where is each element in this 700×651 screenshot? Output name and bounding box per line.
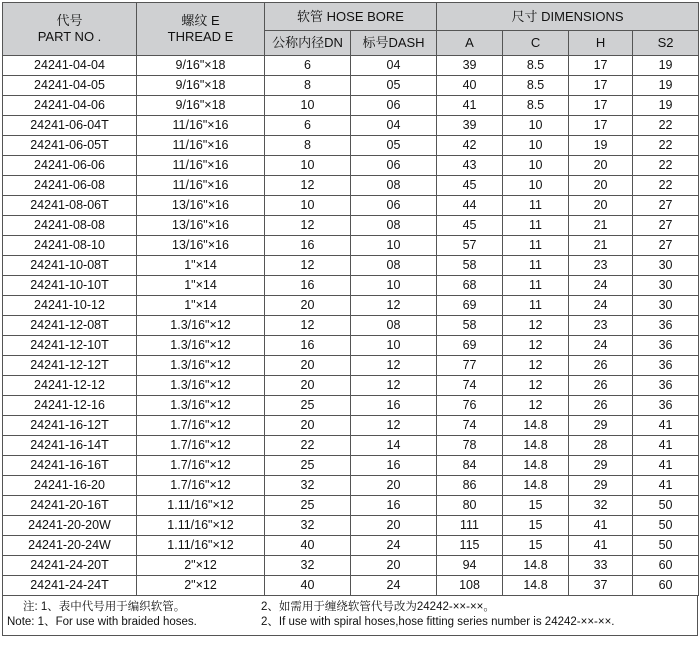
part-no-cell: 24241-06-08 <box>3 176 137 196</box>
thread-cell: 1"×14 <box>137 296 265 316</box>
table-row <box>3 336 699 356</box>
h-cell: 17 <box>569 56 633 76</box>
c-cell: 10 <box>503 116 569 136</box>
header-h: H <box>569 30 633 55</box>
a-cell: 68 <box>437 276 503 296</box>
dash-cell: 10 <box>351 276 437 296</box>
a-cell: 94 <box>437 556 503 576</box>
s2-cell: 36 <box>633 316 699 336</box>
s2-cell: 30 <box>633 296 699 316</box>
a-cell: 80 <box>437 496 503 516</box>
table-row <box>3 296 699 316</box>
h-cell: 33 <box>569 556 633 576</box>
c-cell: 11 <box>503 276 569 296</box>
part-no-cell: 24241-08-06T <box>3 196 137 216</box>
thread-cell: 1.3/16"×12 <box>137 316 265 336</box>
a-cell: 45 <box>437 216 503 236</box>
dn-cell: 16 <box>265 276 351 296</box>
thread-cell: 13/16"×16 <box>137 236 265 256</box>
a-cell: 111 <box>437 516 503 536</box>
dash-cell: 16 <box>351 496 437 516</box>
header-part-no <box>3 3 137 56</box>
table-row <box>3 116 699 136</box>
s2-cell: 30 <box>633 276 699 296</box>
part-no-cell: 24241-10-12 <box>3 296 137 316</box>
c-cell: 11 <box>503 296 569 316</box>
c-cell: 10 <box>503 176 569 196</box>
thread-cell: 1.3/16"×12 <box>137 356 265 376</box>
h-cell: 29 <box>569 416 633 436</box>
s2-cell: 41 <box>633 476 699 496</box>
table-row <box>3 56 699 76</box>
c-cell: 14.8 <box>503 456 569 476</box>
note-en-1: Note: 1、For use with braided hoses. <box>7 616 197 628</box>
thread-cell: 1.11/16"×12 <box>137 516 265 536</box>
h-cell: 17 <box>569 116 633 136</box>
s2-cell: 36 <box>633 376 699 396</box>
c-cell: 12 <box>503 356 569 376</box>
dn-cell: 10 <box>265 156 351 176</box>
table-row <box>3 176 699 196</box>
c-cell: 15 <box>503 496 569 516</box>
a-cell: 58 <box>437 316 503 336</box>
header-dash: 标号DASH <box>351 30 437 55</box>
h-cell: 21 <box>569 236 633 256</box>
header-part-no-cn: 代号 <box>56 13 83 28</box>
h-cell: 20 <box>569 156 633 176</box>
a-cell: 77 <box>437 356 503 376</box>
part-no-cell: 24241-20-20W <box>3 516 137 536</box>
a-cell: 39 <box>437 56 503 76</box>
s2-cell: 41 <box>633 416 699 436</box>
h-cell: 19 <box>569 136 633 156</box>
header-thread-cn: 螺纹 E <box>181 13 220 28</box>
dash-cell: 05 <box>351 76 437 96</box>
h-cell: 24 <box>569 336 633 356</box>
h-cell: 21 <box>569 216 633 236</box>
part-no-cell: 24241-06-06 <box>3 156 137 176</box>
part-no-cell: 24241-10-10T <box>3 276 137 296</box>
part-no-cell: 24241-08-08 <box>3 216 137 236</box>
part-no-cell: 24241-24-20T <box>3 556 137 576</box>
dash-cell: 04 <box>351 116 437 136</box>
thread-cell: 13/16"×16 <box>137 196 265 216</box>
dimensions-table <box>2 2 699 596</box>
dn-cell: 12 <box>265 256 351 276</box>
dash-cell: 20 <box>351 476 437 496</box>
table-row <box>3 216 699 236</box>
part-no-cell: 24241-04-05 <box>3 76 137 96</box>
dash-cell: 06 <box>351 156 437 176</box>
s2-cell: 22 <box>633 156 699 176</box>
h-cell: 26 <box>569 376 633 396</box>
s2-cell: 36 <box>633 356 699 376</box>
part-no-cell: 24241-10-08T <box>3 256 137 276</box>
notes-en-row <box>7 615 691 630</box>
note-cn-1: 注: 1、表中代号用于编织软管。 <box>23 601 186 613</box>
table-row <box>3 576 699 596</box>
dn-cell: 6 <box>265 56 351 76</box>
part-no-cell: 24241-16-12T <box>3 416 137 436</box>
dash-cell: 12 <box>351 376 437 396</box>
a-cell: 45 <box>437 176 503 196</box>
dn-cell: 8 <box>265 136 351 156</box>
c-cell: 14.8 <box>503 576 569 596</box>
spec-sheet <box>2 2 698 636</box>
h-cell: 32 <box>569 496 633 516</box>
h-cell: 26 <box>569 356 633 376</box>
part-no-cell: 24241-12-10T <box>3 336 137 356</box>
dash-cell: 16 <box>351 396 437 416</box>
h-cell: 26 <box>569 396 633 416</box>
part-no-cell: 24241-16-14T <box>3 436 137 456</box>
thread-cell: 1.11/16"×12 <box>137 496 265 516</box>
part-no-cell: 24241-12-12 <box>3 376 137 396</box>
dash-cell: 20 <box>351 516 437 536</box>
thread-cell: 1.3/16"×12 <box>137 396 265 416</box>
header-dimensions: 尺寸 DIMENSIONS <box>437 3 699 31</box>
a-cell: 76 <box>437 396 503 416</box>
part-no-cell: 24241-16-20 <box>3 476 137 496</box>
header-a: A <box>437 30 503 55</box>
thread-cell: 1.3/16"×12 <box>137 336 265 356</box>
s2-cell: 27 <box>633 236 699 256</box>
a-cell: 78 <box>437 436 503 456</box>
dn-cell: 25 <box>265 396 351 416</box>
dn-cell: 25 <box>265 496 351 516</box>
dn-cell: 32 <box>265 516 351 536</box>
thread-cell: 2"×12 <box>137 576 265 596</box>
dn-cell: 20 <box>265 416 351 436</box>
c-cell: 12 <box>503 376 569 396</box>
c-cell: 12 <box>503 336 569 356</box>
table-row <box>3 76 699 96</box>
h-cell: 29 <box>569 476 633 496</box>
header-c: C <box>503 30 569 55</box>
dash-cell: 16 <box>351 456 437 476</box>
s2-cell: 41 <box>633 456 699 476</box>
thread-cell: 2"×12 <box>137 556 265 576</box>
table-row <box>3 96 699 116</box>
table-body <box>3 56 699 596</box>
a-cell: 115 <box>437 536 503 556</box>
note-en-2: 2、If use with spiral hoses,hose fitting series number is 24242-××-××. <box>261 616 615 628</box>
thread-cell: 11/16"×16 <box>137 136 265 156</box>
thread-cell: 1.3/16"×12 <box>137 376 265 396</box>
s2-cell: 36 <box>633 396 699 416</box>
a-cell: 74 <box>437 376 503 396</box>
dn-cell: 40 <box>265 576 351 596</box>
dash-cell: 12 <box>351 416 437 436</box>
dn-cell: 6 <box>265 116 351 136</box>
part-no-cell: 24241-06-05T <box>3 136 137 156</box>
a-cell: 69 <box>437 336 503 356</box>
c-cell: 8.5 <box>503 56 569 76</box>
h-cell: 29 <box>569 456 633 476</box>
part-no-cell: 24241-12-12T <box>3 356 137 376</box>
thread-cell: 1.11/16"×12 <box>137 536 265 556</box>
c-cell: 11 <box>503 196 569 216</box>
s2-cell: 27 <box>633 216 699 236</box>
dash-cell: 24 <box>351 576 437 596</box>
table-row <box>3 156 699 176</box>
a-cell: 86 <box>437 476 503 496</box>
dn-cell: 10 <box>265 96 351 116</box>
table-row <box>3 136 699 156</box>
c-cell: 15 <box>503 516 569 536</box>
h-cell: 28 <box>569 436 633 456</box>
dash-cell: 04 <box>351 56 437 76</box>
notes-cn-row <box>23 600 691 615</box>
part-no-cell: 24241-20-16T <box>3 496 137 516</box>
a-cell: 40 <box>437 76 503 96</box>
c-cell: 12 <box>503 316 569 336</box>
dn-cell: 22 <box>265 436 351 456</box>
table-row <box>3 436 699 456</box>
dash-cell: 08 <box>351 316 437 336</box>
c-cell: 11 <box>503 216 569 236</box>
dn-cell: 12 <box>265 216 351 236</box>
table-row <box>3 316 699 336</box>
a-cell: 43 <box>437 156 503 176</box>
c-cell: 15 <box>503 536 569 556</box>
table-row <box>3 416 699 436</box>
part-no-cell: 24241-12-08T <box>3 316 137 336</box>
dn-cell: 16 <box>265 336 351 356</box>
s2-cell: 60 <box>633 556 699 576</box>
dash-cell: 08 <box>351 256 437 276</box>
dash-cell: 08 <box>351 176 437 196</box>
dn-cell: 12 <box>265 316 351 336</box>
a-cell: 57 <box>437 236 503 256</box>
dn-cell: 20 <box>265 296 351 316</box>
dn-cell: 32 <box>265 476 351 496</box>
dash-cell: 10 <box>351 236 437 256</box>
thread-cell: 1.7/16"×12 <box>137 416 265 436</box>
s2-cell: 19 <box>633 96 699 116</box>
s2-cell: 50 <box>633 536 699 556</box>
dash-cell: 12 <box>351 296 437 316</box>
table-row <box>3 556 699 576</box>
part-no-cell: 24241-16-16T <box>3 456 137 476</box>
part-no-cell: 24241-20-24W <box>3 536 137 556</box>
table-row <box>3 516 699 536</box>
c-cell: 10 <box>503 156 569 176</box>
table-row <box>3 196 699 216</box>
part-no-cell: 24241-24-24T <box>3 576 137 596</box>
a-cell: 74 <box>437 416 503 436</box>
s2-cell: 50 <box>633 516 699 536</box>
s2-cell: 19 <box>633 76 699 96</box>
thread-cell: 11/16"×16 <box>137 156 265 176</box>
dn-cell: 10 <box>265 196 351 216</box>
h-cell: 41 <box>569 536 633 556</box>
dash-cell: 06 <box>351 96 437 116</box>
table-row <box>3 256 699 276</box>
a-cell: 69 <box>437 296 503 316</box>
s2-cell: 30 <box>633 256 699 276</box>
h-cell: 37 <box>569 576 633 596</box>
s2-cell: 22 <box>633 136 699 156</box>
part-no-cell: 24241-12-16 <box>3 396 137 416</box>
h-cell: 24 <box>569 276 633 296</box>
c-cell: 12 <box>503 396 569 416</box>
table-header <box>3 3 699 56</box>
h-cell: 17 <box>569 76 633 96</box>
table-row <box>3 376 699 396</box>
part-no-cell: 24241-04-06 <box>3 96 137 116</box>
dn-cell: 8 <box>265 76 351 96</box>
a-cell: 58 <box>437 256 503 276</box>
s2-cell: 60 <box>633 576 699 596</box>
header-hose-bore: 软管 HOSE BORE <box>265 3 437 31</box>
s2-cell: 36 <box>633 336 699 356</box>
table-row <box>3 236 699 256</box>
a-cell: 84 <box>437 456 503 476</box>
c-cell: 10 <box>503 136 569 156</box>
h-cell: 20 <box>569 196 633 216</box>
note-cn-2: 2、如需用于缠绕软管代号改为24242-××-××。 <box>261 601 495 613</box>
dash-cell: 14 <box>351 436 437 456</box>
a-cell: 39 <box>437 116 503 136</box>
part-no-cell: 24241-06-04T <box>3 116 137 136</box>
dn-cell: 20 <box>265 356 351 376</box>
dn-cell: 25 <box>265 456 351 476</box>
thread-cell: 9/16"×18 <box>137 76 265 96</box>
h-cell: 23 <box>569 256 633 276</box>
dash-cell: 05 <box>351 136 437 156</box>
table-row <box>3 356 699 376</box>
header-thread <box>137 3 265 56</box>
thread-cell: 1"×14 <box>137 256 265 276</box>
dash-cell: 10 <box>351 336 437 356</box>
thread-cell: 1.7/16"×12 <box>137 476 265 496</box>
s2-cell: 22 <box>633 116 699 136</box>
h-cell: 24 <box>569 296 633 316</box>
header-dn: 公称内径DN <box>265 30 351 55</box>
thread-cell: 9/16"×18 <box>137 56 265 76</box>
s2-cell: 41 <box>633 436 699 456</box>
s2-cell: 22 <box>633 176 699 196</box>
thread-cell: 11/16"×16 <box>137 116 265 136</box>
c-cell: 8.5 <box>503 96 569 116</box>
header-part-no-en: PART NO . <box>37 29 102 44</box>
c-cell: 14.8 <box>503 436 569 456</box>
thread-cell: 13/16"×16 <box>137 216 265 236</box>
c-cell: 14.8 <box>503 556 569 576</box>
h-cell: 23 <box>569 316 633 336</box>
c-cell: 8.5 <box>503 76 569 96</box>
dash-cell: 24 <box>351 536 437 556</box>
table-row <box>3 456 699 476</box>
dash-cell: 08 <box>351 216 437 236</box>
table-row <box>3 496 699 516</box>
table-row <box>3 276 699 296</box>
thread-cell: 9/16"×18 <box>137 96 265 116</box>
dn-cell: 40 <box>265 536 351 556</box>
dn-cell: 16 <box>265 236 351 256</box>
h-cell: 20 <box>569 176 633 196</box>
c-cell: 14.8 <box>503 476 569 496</box>
s2-cell: 19 <box>633 56 699 76</box>
h-cell: 17 <box>569 96 633 116</box>
table-row <box>3 476 699 496</box>
part-no-cell: 24241-04-04 <box>3 56 137 76</box>
dn-cell: 12 <box>265 176 351 196</box>
thread-cell: 1.7/16"×12 <box>137 436 265 456</box>
h-cell: 41 <box>569 516 633 536</box>
dn-cell: 20 <box>265 376 351 396</box>
thread-cell: 1"×14 <box>137 276 265 296</box>
a-cell: 108 <box>437 576 503 596</box>
a-cell: 42 <box>437 136 503 156</box>
c-cell: 11 <box>503 256 569 276</box>
s2-cell: 50 <box>633 496 699 516</box>
a-cell: 44 <box>437 196 503 216</box>
thread-cell: 11/16"×16 <box>137 176 265 196</box>
table-row <box>3 536 699 556</box>
table-row <box>3 396 699 416</box>
c-cell: 14.8 <box>503 416 569 436</box>
dash-cell: 20 <box>351 556 437 576</box>
thread-cell: 1.7/16"×12 <box>137 456 265 476</box>
part-no-cell: 24241-08-10 <box>3 236 137 256</box>
dash-cell: 06 <box>351 196 437 216</box>
dn-cell: 32 <box>265 556 351 576</box>
header-s2: S2 <box>633 30 699 55</box>
notes <box>2 596 698 636</box>
header-thread-en: THREAD E <box>167 29 234 44</box>
c-cell: 11 <box>503 236 569 256</box>
a-cell: 41 <box>437 96 503 116</box>
dash-cell: 12 <box>351 356 437 376</box>
s2-cell: 27 <box>633 196 699 216</box>
